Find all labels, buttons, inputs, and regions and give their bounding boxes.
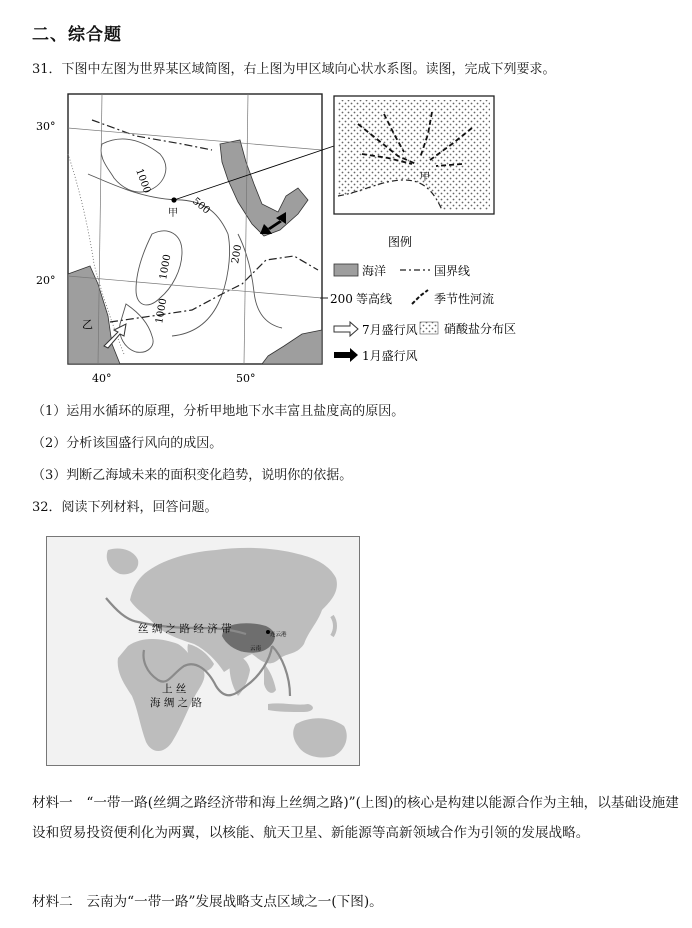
inset-jia-label: 甲 bbox=[420, 172, 430, 183]
lat-30-label: 30° bbox=[36, 120, 56, 133]
section-title: 二、综合题 bbox=[32, 25, 122, 45]
contour-label-500: 500 bbox=[190, 195, 212, 217]
legend-ocean-swatch bbox=[334, 264, 358, 276]
city-label-2: 云南 bbox=[250, 646, 262, 652]
legend-nitrate-swatch bbox=[420, 322, 438, 334]
contour-label-1000-south: 1000 bbox=[154, 297, 170, 325]
lon-40-label: 40° bbox=[92, 372, 112, 385]
q31-sub2: （2）分析该国盛行风向的成因。 bbox=[32, 436, 223, 451]
sea-route-label-1: 上 丝 bbox=[162, 683, 187, 695]
q31-stem: 31．下图中左图为世界某区域简图，右上图为甲区域向心状水系图。读图，完成下列要求。 bbox=[32, 62, 556, 77]
legend-ocean: 海洋 bbox=[362, 264, 387, 278]
legend-border: 国界线 bbox=[434, 264, 471, 278]
city-label-1: 连云港 bbox=[270, 632, 287, 638]
contour-label-1000-central: 1000 bbox=[158, 253, 174, 281]
legend-july-wind: 7月盛行风 bbox=[362, 323, 418, 337]
belt-and-road-map bbox=[46, 536, 360, 766]
legend-river: 季节性河流 bbox=[434, 292, 495, 306]
place-jia-label: 甲 bbox=[168, 208, 178, 219]
contour-label-200: 200 bbox=[230, 243, 245, 265]
land-route-label: 丝 绸 之 路 经 济 带 bbox=[138, 623, 232, 635]
q31-sub1: （1）运用水循环的原理，分析甲地地下水丰富且盐度高的原因。 bbox=[32, 404, 405, 419]
q31-region-map bbox=[32, 84, 522, 388]
sea-route-label-2: 海 绸 之 路 bbox=[150, 697, 203, 709]
lon-50-label: 50° bbox=[236, 372, 256, 385]
q31-sub3: （3）判断乙海域未来的面积变化趋势，说明你的依据。 bbox=[32, 468, 353, 483]
material-two: 材料二 云南为“一带一路”发展战略支点区域之一(下图)。 bbox=[32, 894, 383, 910]
indonesia bbox=[268, 703, 313, 712]
material-one: 材料一 “一带一路(丝绸之路经济带和海上丝绸之路)”(上图)的核心是构建以能源合作为主轴，以基础设施建设和贸易投资便利化为两翼，以核能、航天卫星、新能源等高新领域合作为引领的发展战略。 bbox=[32, 795, 679, 841]
legend-contour-label: 等高线 bbox=[356, 292, 393, 306]
place-yi-label: 乙 bbox=[82, 318, 93, 331]
legend-jan-wind: 1月盛行风 bbox=[362, 349, 418, 363]
legend-contour-value: 200 bbox=[330, 292, 353, 306]
contour-label-1000-north: 1000 bbox=[133, 167, 153, 195]
legend-nitrate: 硝酸盐分布区 bbox=[444, 322, 517, 336]
legend-title: 图例 bbox=[388, 235, 413, 249]
q32-stem: 32．阅读下列材料，回答问题。 bbox=[32, 500, 218, 515]
lat-20-label: 20° bbox=[36, 274, 56, 287]
